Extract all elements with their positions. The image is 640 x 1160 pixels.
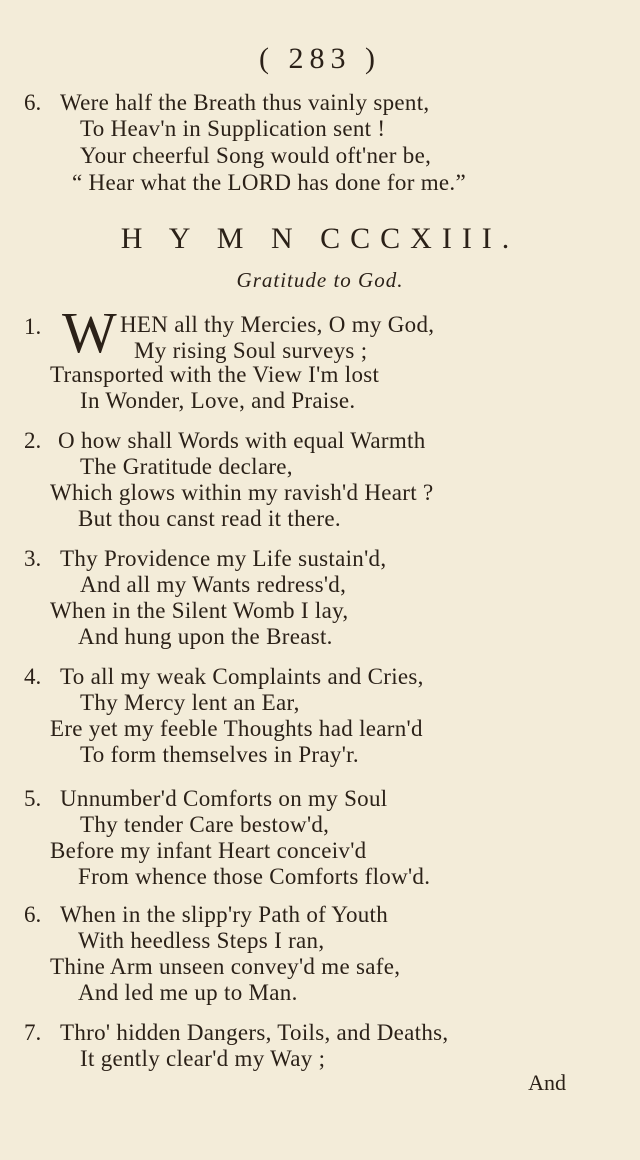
stanza-line: When in the Silent Womb I lay, [50,598,349,623]
stanza-number: 6. [24,902,42,927]
stanza-line: HEN all thy Mercies, O my God, [120,312,435,337]
stanza-number: 1. [24,314,42,339]
hymn-subtitle: Gratitude to God. [236,268,404,292]
stanza-line: To all my weak Complaints and Cries, [60,664,424,689]
hymn-title: H Y M N CCCXIII. [120,222,520,255]
prev-stanza-number: 6. [24,90,42,115]
stanza-line: The Gratitude declare, [80,454,293,479]
catchword: And [528,1070,566,1095]
prev-stanza-line: To Heav'n in Supplication sent ! [80,116,386,141]
prev-stanza-line: Your cheerful Song would oft'ner be, [80,143,432,168]
stanza-line: It gently clear'd my Way ; [80,1046,326,1071]
stanza-line: Thy Mercy lent an Ear, [80,690,300,715]
stanza-number: 4. [24,664,42,689]
stanza-line: Thy tender Care bestow'd, [80,812,330,837]
stanza-number: 3. [24,546,42,571]
stanza-line: O how shall Words with equal Warmth [58,428,426,453]
stanza-number: 2. [24,428,42,453]
stanza-line: To form themselves in Pray'r. [80,742,359,767]
stanza-line: But thou canst read it there. [78,506,341,531]
stanza-line: And hung upon the Breast. [78,624,333,649]
stanza-line: Thro' hidden Dangers, Toils, and Deaths, [60,1020,449,1045]
stanza-line: And all my Wants redress'd, [80,572,347,597]
drop-cap: W [62,300,117,365]
stanza-line: Unnumber'd Comforts on my Soul [60,786,388,811]
stanza-line: Thy Providence my Life sustain'd, [60,546,387,571]
stanza-line: From whence those Comforts flow'd. [78,864,431,889]
stanza-number: 5. [24,786,42,811]
prev-stanza-line: Were half the Breath thus vainly spent, [60,90,430,115]
page-number: ( 283 ) [259,42,381,75]
stanza-line: And led me up to Man. [78,980,298,1005]
stanza-line: In Wonder, Love, and Praise. [80,388,356,413]
stanza-line: Which glows within my ravish'd Heart ? [50,480,434,505]
stanza-number: 7. [24,1020,42,1045]
stanza-line: Ere yet my feeble Thoughts had learn'd [50,716,423,741]
stanza-line: Transported with the View I'm lost [50,362,380,387]
stanza-line: My rising Soul surveys ; [134,338,368,363]
stanza-line: When in the slipp'ry Path of Youth [60,902,389,927]
stanza-line: With heedless Steps I ran, [78,928,325,953]
prev-stanza-line: “ Hear what the LORD has done for me.” [72,170,466,195]
stanza-line: Before my infant Heart conceiv'd [50,838,367,863]
stanza-line: Thine Arm unseen convey'd me safe, [50,954,401,979]
